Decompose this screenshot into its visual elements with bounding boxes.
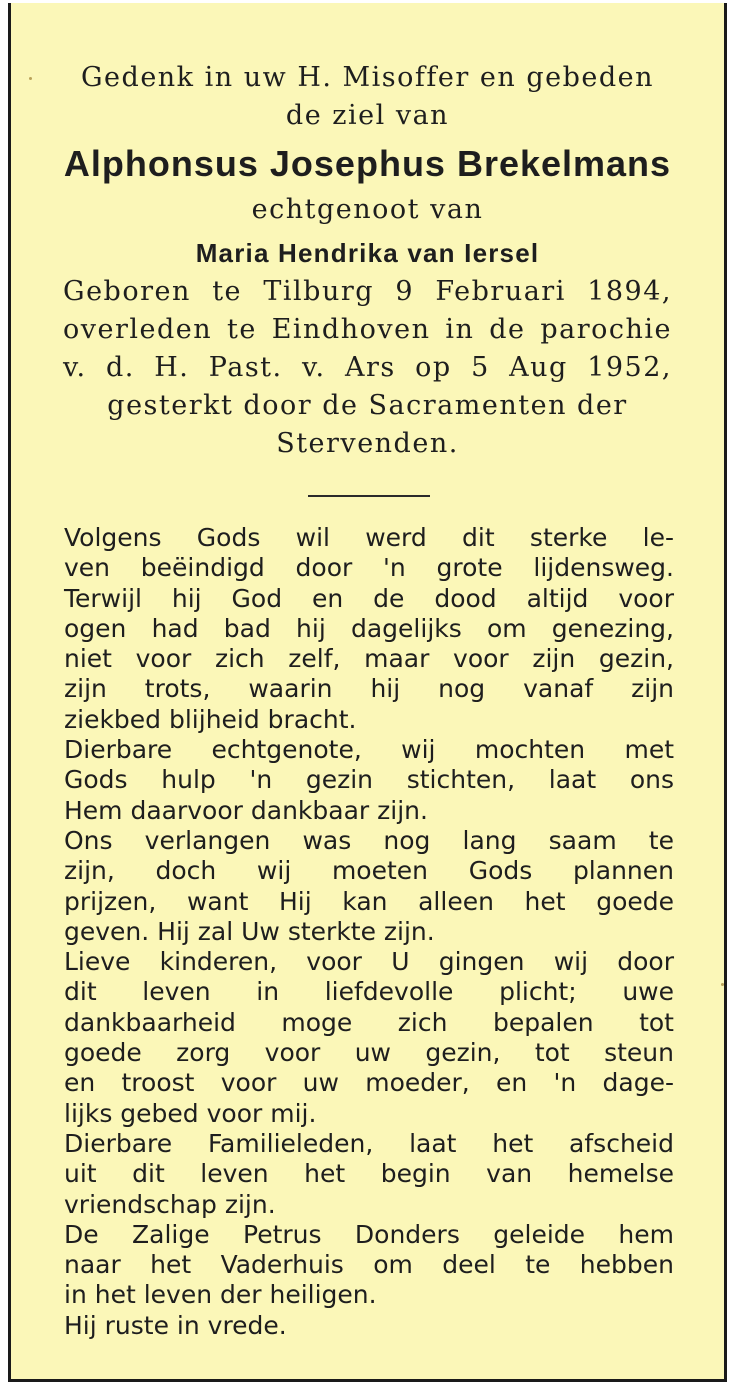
card-header	[11, 59, 724, 463]
text-line: Dierbare echtgenote, wij mochten met	[64, 735, 674, 765]
text-line: Gods hulp 'n gezin stichten, laat ons	[64, 765, 674, 795]
text-line: Volgens Gods wil werd dit sterke le-	[64, 523, 674, 552]
text-line: prijzen, want Hij kan alleen het goede	[64, 886, 674, 916]
sacraments-line: gesterkt door de Sacramenten der	[107, 390, 628, 421]
memorial-text	[64, 523, 674, 1341]
text-line: zijn, doch wij moeten Gods plannen	[64, 856, 674, 886]
text-line: geven. Hij zal Uw sterkte zijn.	[64, 916, 435, 946]
text-line: ziekbed blijheid bracht.	[64, 704, 357, 734]
text-line: niet voor zich zelf, maar voor zijn gezin,	[64, 644, 674, 674]
text-line: ven beëindigd door 'n grote lijdensweg.	[64, 553, 674, 583]
paper-speck	[721, 983, 724, 986]
text-line: dit leven in liefdevolle plicht; uwe	[64, 977, 674, 1007]
sacraments-end-line: Stervenden.	[276, 428, 459, 459]
text-line: naar het Vaderhuis om deel te hebben	[64, 1250, 674, 1280]
text-line: Hij ruste in vrede.	[64, 1310, 287, 1340]
paper-speck	[29, 77, 32, 80]
relation-line: echtgenoot van	[251, 194, 484, 225]
text-line: dankbaarheid moge zich bepalen tot	[64, 1007, 674, 1037]
text-line: in het leven der heiligen.	[64, 1280, 377, 1310]
text-line: lijks gebed voor mij.	[64, 1098, 317, 1128]
text-line: Lieve kinderen, voor U gingen wij door	[64, 947, 674, 977]
text-line: uit dit leven het begin van hemelse	[64, 1159, 674, 1189]
spouse-name: Maria Hendrika van Iersel	[195, 238, 540, 268]
deceased-name: Alphonsus Josephus Brekelmans	[63, 143, 672, 184]
text-line: zijn trots, waarin hij nog vanaf zijn	[64, 674, 674, 704]
text-line: Ons verlangen was nog lang saam te	[64, 825, 674, 855]
intro-line: Gedenk in uw H. Misoffer en gebeden	[80, 62, 654, 93]
text-line: ogen had bad hij dagelijks om genezing,	[64, 613, 674, 643]
text-line: Dierbare Familieleden, laat het afscheid	[64, 1128, 674, 1158]
section-divider	[308, 495, 430, 497]
parish-date-line: v. d. H. Past. v. Ars op 5 Aug 1952,	[63, 352, 672, 383]
memorial-card	[8, 3, 727, 1382]
text-line: en troost voor uw moeder, en 'n dage-	[64, 1068, 674, 1098]
intro-line-2: de ziel van	[285, 100, 450, 131]
birth-line: Geboren te Tilburg 9 Februari 1894,	[63, 276, 672, 307]
text-line: Hem daarvoor dankbaar zijn.	[64, 795, 428, 825]
text-line: goede zorg voor uw gezin, tot steun	[64, 1038, 674, 1068]
death-place-line: overleden te Eindhoven in de parochie	[63, 314, 672, 345]
text-line: Terwijl hij God en de dood altijd voor	[64, 583, 674, 613]
text-line: De Zalige Petrus Donders geleide hem	[64, 1219, 674, 1249]
text-line: vriendschap zijn.	[64, 1189, 276, 1219]
